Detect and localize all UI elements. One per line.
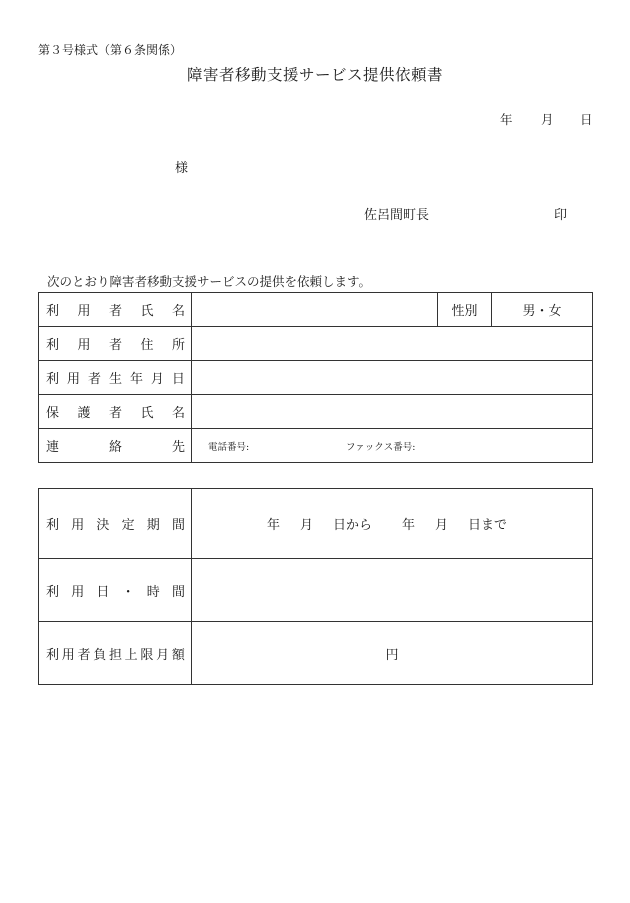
user-name-label [39, 293, 192, 327]
yen-unit: 円 [385, 647, 399, 663]
date-day-label: 日 [580, 112, 593, 127]
table-row [39, 622, 593, 685]
period-end-month: 月 [435, 518, 449, 533]
monthly-limit-label [39, 622, 192, 685]
intro-text: 次のとおり障害者移動支援サービスの提供を依頼します。 [47, 274, 372, 289]
period-end-year: 年 [402, 518, 416, 533]
label-char: 所 [171, 338, 185, 353]
table-row [39, 361, 593, 395]
distributed-label [46, 644, 185, 663]
label-char: 者 [108, 406, 122, 421]
label-char: 月 [156, 647, 170, 663]
issuer-title: 佐呂間町長 [364, 208, 430, 223]
distributed-label [46, 368, 185, 387]
label-char: 負 [93, 647, 107, 663]
monthly-limit-field[interactable] [192, 622, 593, 685]
label-char: 額 [171, 647, 185, 663]
label-char: 用 [66, 372, 80, 387]
service-decision-table [38, 488, 593, 685]
date-month-label: 月 [541, 112, 554, 127]
label-char: 者 [87, 372, 101, 387]
label-char: 用 [71, 518, 85, 533]
label-char: 期 [146, 518, 160, 533]
distributed-label [46, 436, 185, 455]
label-char: 用 [61, 647, 75, 663]
distributed-label [46, 581, 185, 600]
contact-label [39, 429, 192, 463]
contact-field[interactable] [192, 429, 593, 463]
user-birthdate-label [39, 361, 192, 395]
label-char: 間 [171, 584, 185, 600]
table-row [39, 559, 593, 622]
label-char: 限 [140, 647, 154, 663]
label-char: 利 [46, 584, 60, 600]
label-char: ・ [121, 584, 135, 600]
label-char: 氏 [140, 406, 154, 421]
decision-period-field[interactable] [192, 489, 593, 559]
applicant-info-table [38, 292, 593, 463]
gender-label: 性別 [438, 293, 492, 327]
label-char: 絡 [108, 440, 122, 455]
label-char: 時 [146, 584, 160, 600]
label-char: 利 [46, 338, 60, 353]
gender-field[interactable]: 男・女 [492, 293, 593, 327]
period-start-year: 年 [266, 518, 280, 533]
label-char: 連 [46, 440, 60, 455]
label-char: 上 [124, 647, 138, 663]
label-char: 用 [71, 584, 85, 600]
form-number: 第３号様式（第６条関係） [38, 43, 183, 57]
label-char: 年 [129, 372, 143, 387]
date-year-label: 年 [500, 112, 513, 127]
phone-number-label: 電話番号: [208, 441, 250, 453]
label-char: 用 [77, 304, 91, 319]
label-char: 生 [108, 372, 122, 387]
label-char: 氏 [140, 304, 154, 319]
label-char: 定 [121, 518, 135, 533]
usage-date-time-field[interactable] [192, 559, 593, 622]
distributed-label [46, 514, 185, 533]
label-char: 者 [108, 338, 122, 353]
table-row [39, 327, 593, 361]
user-address-label [39, 327, 192, 361]
guardian-name-label [39, 395, 192, 429]
label-char: 日 [96, 584, 110, 600]
addressee-suffix: 様 [175, 161, 189, 176]
label-char: 名 [171, 304, 185, 319]
table-row [39, 395, 593, 429]
label-char: 利 [46, 518, 60, 533]
document-title: 障害者移動支援サービス提供依頼書 [186, 66, 443, 84]
user-birthdate-field[interactable] [192, 361, 593, 395]
label-char: 名 [171, 406, 185, 421]
user-address-field[interactable] [192, 327, 593, 361]
label-char: 利 [46, 304, 60, 319]
table-row [39, 429, 593, 463]
label-char: 住 [140, 338, 154, 353]
guardian-name-field[interactable] [192, 395, 593, 429]
label-char: 者 [108, 304, 122, 319]
label-char: 用 [77, 338, 91, 353]
label-char: 先 [171, 440, 185, 455]
decision-period-label [39, 489, 192, 559]
label-char: 決 [96, 518, 110, 533]
distributed-label [46, 300, 185, 319]
seal-mark: 印 [554, 208, 568, 223]
fax-number-label: ファックス番号: [346, 441, 416, 453]
distributed-label [46, 402, 185, 421]
label-char: 間 [171, 518, 185, 533]
table-row [39, 293, 593, 327]
distributed-label [46, 334, 185, 353]
label-char: 担 [108, 647, 122, 663]
period-end-day: 日まで [468, 518, 508, 533]
label-char: 利 [46, 647, 60, 663]
usage-date-time-label [39, 559, 192, 622]
label-char: 日 [171, 372, 185, 387]
label-char: 保 [46, 406, 60, 421]
label-char: 月 [150, 372, 164, 387]
table-row [39, 489, 593, 559]
label-char: 護 [77, 406, 91, 421]
period-start-month: 月 [299, 518, 313, 533]
period-start-day: 日から [332, 518, 372, 533]
label-char: 者 [77, 647, 91, 663]
user-name-field[interactable] [192, 293, 438, 327]
label-char: 利 [46, 372, 60, 387]
